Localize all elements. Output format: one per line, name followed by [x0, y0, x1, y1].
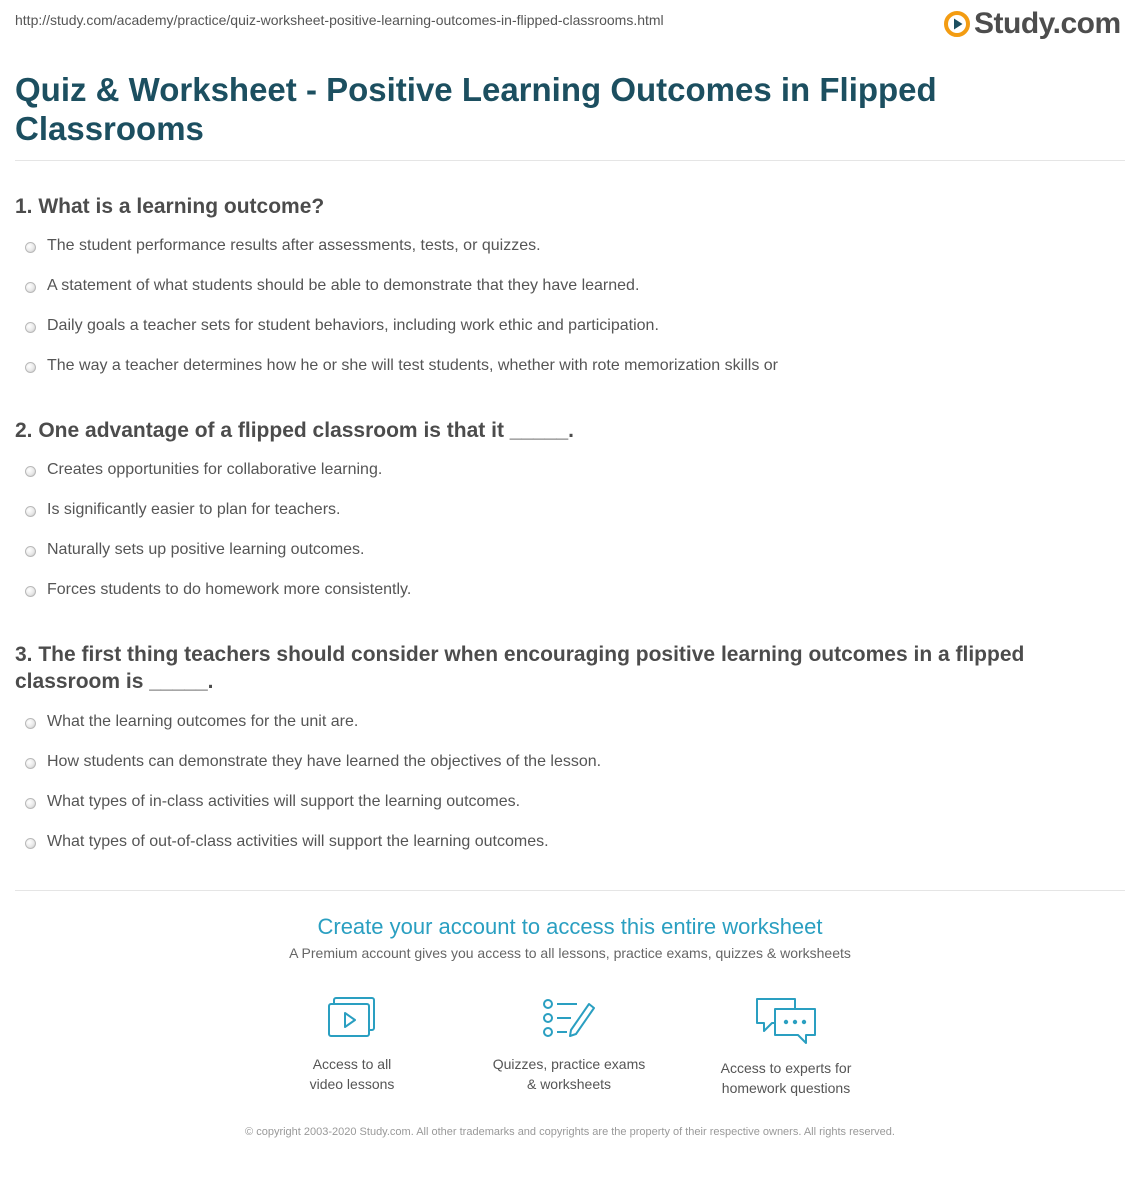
header-bar: [0, 0, 1140, 48]
answer-option[interactable]: [15, 451, 1115, 491]
logo-text: Study.com: [974, 7, 1121, 40]
question-3-options: [15, 703, 1115, 863]
answer-option-text: Daily goals a teacher sets for student behaviors, including work ethic and participation.: [47, 317, 659, 334]
copyright-footer: © copyright 2003-2020 Study.com. All other trademarks and copyrights are the property of their respective owners. All rights reserved.: [245, 1126, 895, 1138]
answer-option-text: What types of out-of-class activities will support the learning outcomes.: [47, 833, 549, 850]
premium-description: A Premium account gives you access to all lessons, practice exams, quizzes & worksheets: [289, 945, 851, 961]
feature-label: [469, 1054, 669, 1094]
feature-label: [252, 1054, 452, 1094]
study-logo[interactable]: [944, 6, 1121, 42]
feature-quizzes: [469, 996, 669, 1094]
answer-option[interactable]: [15, 783, 1115, 823]
answer-option-text: The student performance results after assessments, tests, or quizzes.: [47, 237, 541, 254]
answer-option[interactable]: [15, 531, 1115, 571]
feature-label-line: Access to all: [312, 1056, 392, 1072]
play-logo-icon: [944, 11, 970, 37]
feature-label-line: video lessons: [309, 1076, 395, 1092]
answer-option-text: A statement of what students should be able to demonstrate that they have learned.: [47, 277, 640, 294]
feature-label: [686, 1058, 886, 1098]
answer-option-text: Naturally sets up positive learning outcomes.: [47, 541, 365, 558]
feature-experts: [686, 996, 886, 1098]
answer-option[interactable]: [15, 571, 1115, 611]
answer-option[interactable]: [15, 307, 1115, 347]
question-3: 3. The first thing teachers should consider when encouraging positive learning outcomes in a flipped classroom is _____.: [15, 643, 1025, 693]
answer-option[interactable]: [15, 491, 1115, 531]
radio-button-icon[interactable]: [25, 758, 36, 769]
cta-divider: [15, 890, 1125, 891]
radio-button-icon[interactable]: [25, 466, 36, 477]
answer-option-text: Is significantly easier to plan for teachers.: [47, 501, 341, 518]
question-1: 1. What is a learning outcome?: [15, 195, 325, 218]
answer-option-text: Creates opportunities for collaborative learning.: [47, 461, 383, 478]
feature-label-line: Quizzes, practice exams: [492, 1056, 646, 1072]
feature-label-line: homework questions: [721, 1080, 851, 1096]
feature-video-lessons: [252, 996, 452, 1094]
answer-option[interactable]: [15, 743, 1115, 783]
title-divider: [15, 160, 1125, 161]
question-2-options: [15, 451, 1115, 611]
answer-option[interactable]: [15, 227, 1115, 267]
page-url: http://study.com/academy/practice/quiz-worksheet-positive-learning-outcomes-in-flipped-classrooms.html: [15, 12, 664, 28]
question-1-options: [15, 227, 1115, 387]
video-lessons-icon: [326, 996, 378, 1042]
answer-option[interactable]: [15, 823, 1115, 863]
radio-button-icon[interactable]: [25, 546, 36, 557]
answer-option[interactable]: [15, 347, 1115, 387]
page-title: Quiz & Worksheet - Positive Learning Outcomes in Flipped Classrooms: [15, 71, 937, 147]
answer-option-text: What the learning outcomes for the unit are.: [47, 713, 359, 730]
radio-button-icon[interactable]: [25, 362, 36, 373]
answer-option-text: The way a teacher determines how he or she will test students, whether with rote memorization skills or: [47, 357, 778, 374]
radio-button-icon[interactable]: [25, 718, 36, 729]
radio-button-icon[interactable]: [25, 282, 36, 293]
question-2: 2. One advantage of a flipped classroom is that it _____.: [15, 419, 575, 442]
feature-label-line: Access to experts for: [720, 1060, 852, 1076]
radio-button-icon[interactable]: [25, 838, 36, 849]
feature-label-line: & worksheets: [526, 1076, 612, 1092]
answer-option-text: How students can demonstrate they have learned the objectives of the lesson.: [47, 753, 602, 770]
answer-option[interactable]: [15, 703, 1115, 743]
expert-chat-icon: [754, 996, 818, 1046]
quiz-checklist-icon: [541, 996, 597, 1042]
radio-button-icon[interactable]: [25, 322, 36, 333]
radio-button-icon[interactable]: [25, 798, 36, 809]
create-account-link[interactable]: Create your account to access this entire worksheet: [317, 914, 823, 939]
answer-option[interactable]: [15, 267, 1115, 307]
answer-option-text: Forces students to do homework more consistently.: [47, 581, 412, 598]
answer-option-text: What types of in-class activities will support the learning outcomes.: [47, 793, 521, 810]
radio-button-icon[interactable]: [25, 586, 36, 597]
radio-button-icon[interactable]: [25, 242, 36, 253]
radio-button-icon[interactable]: [25, 506, 36, 517]
